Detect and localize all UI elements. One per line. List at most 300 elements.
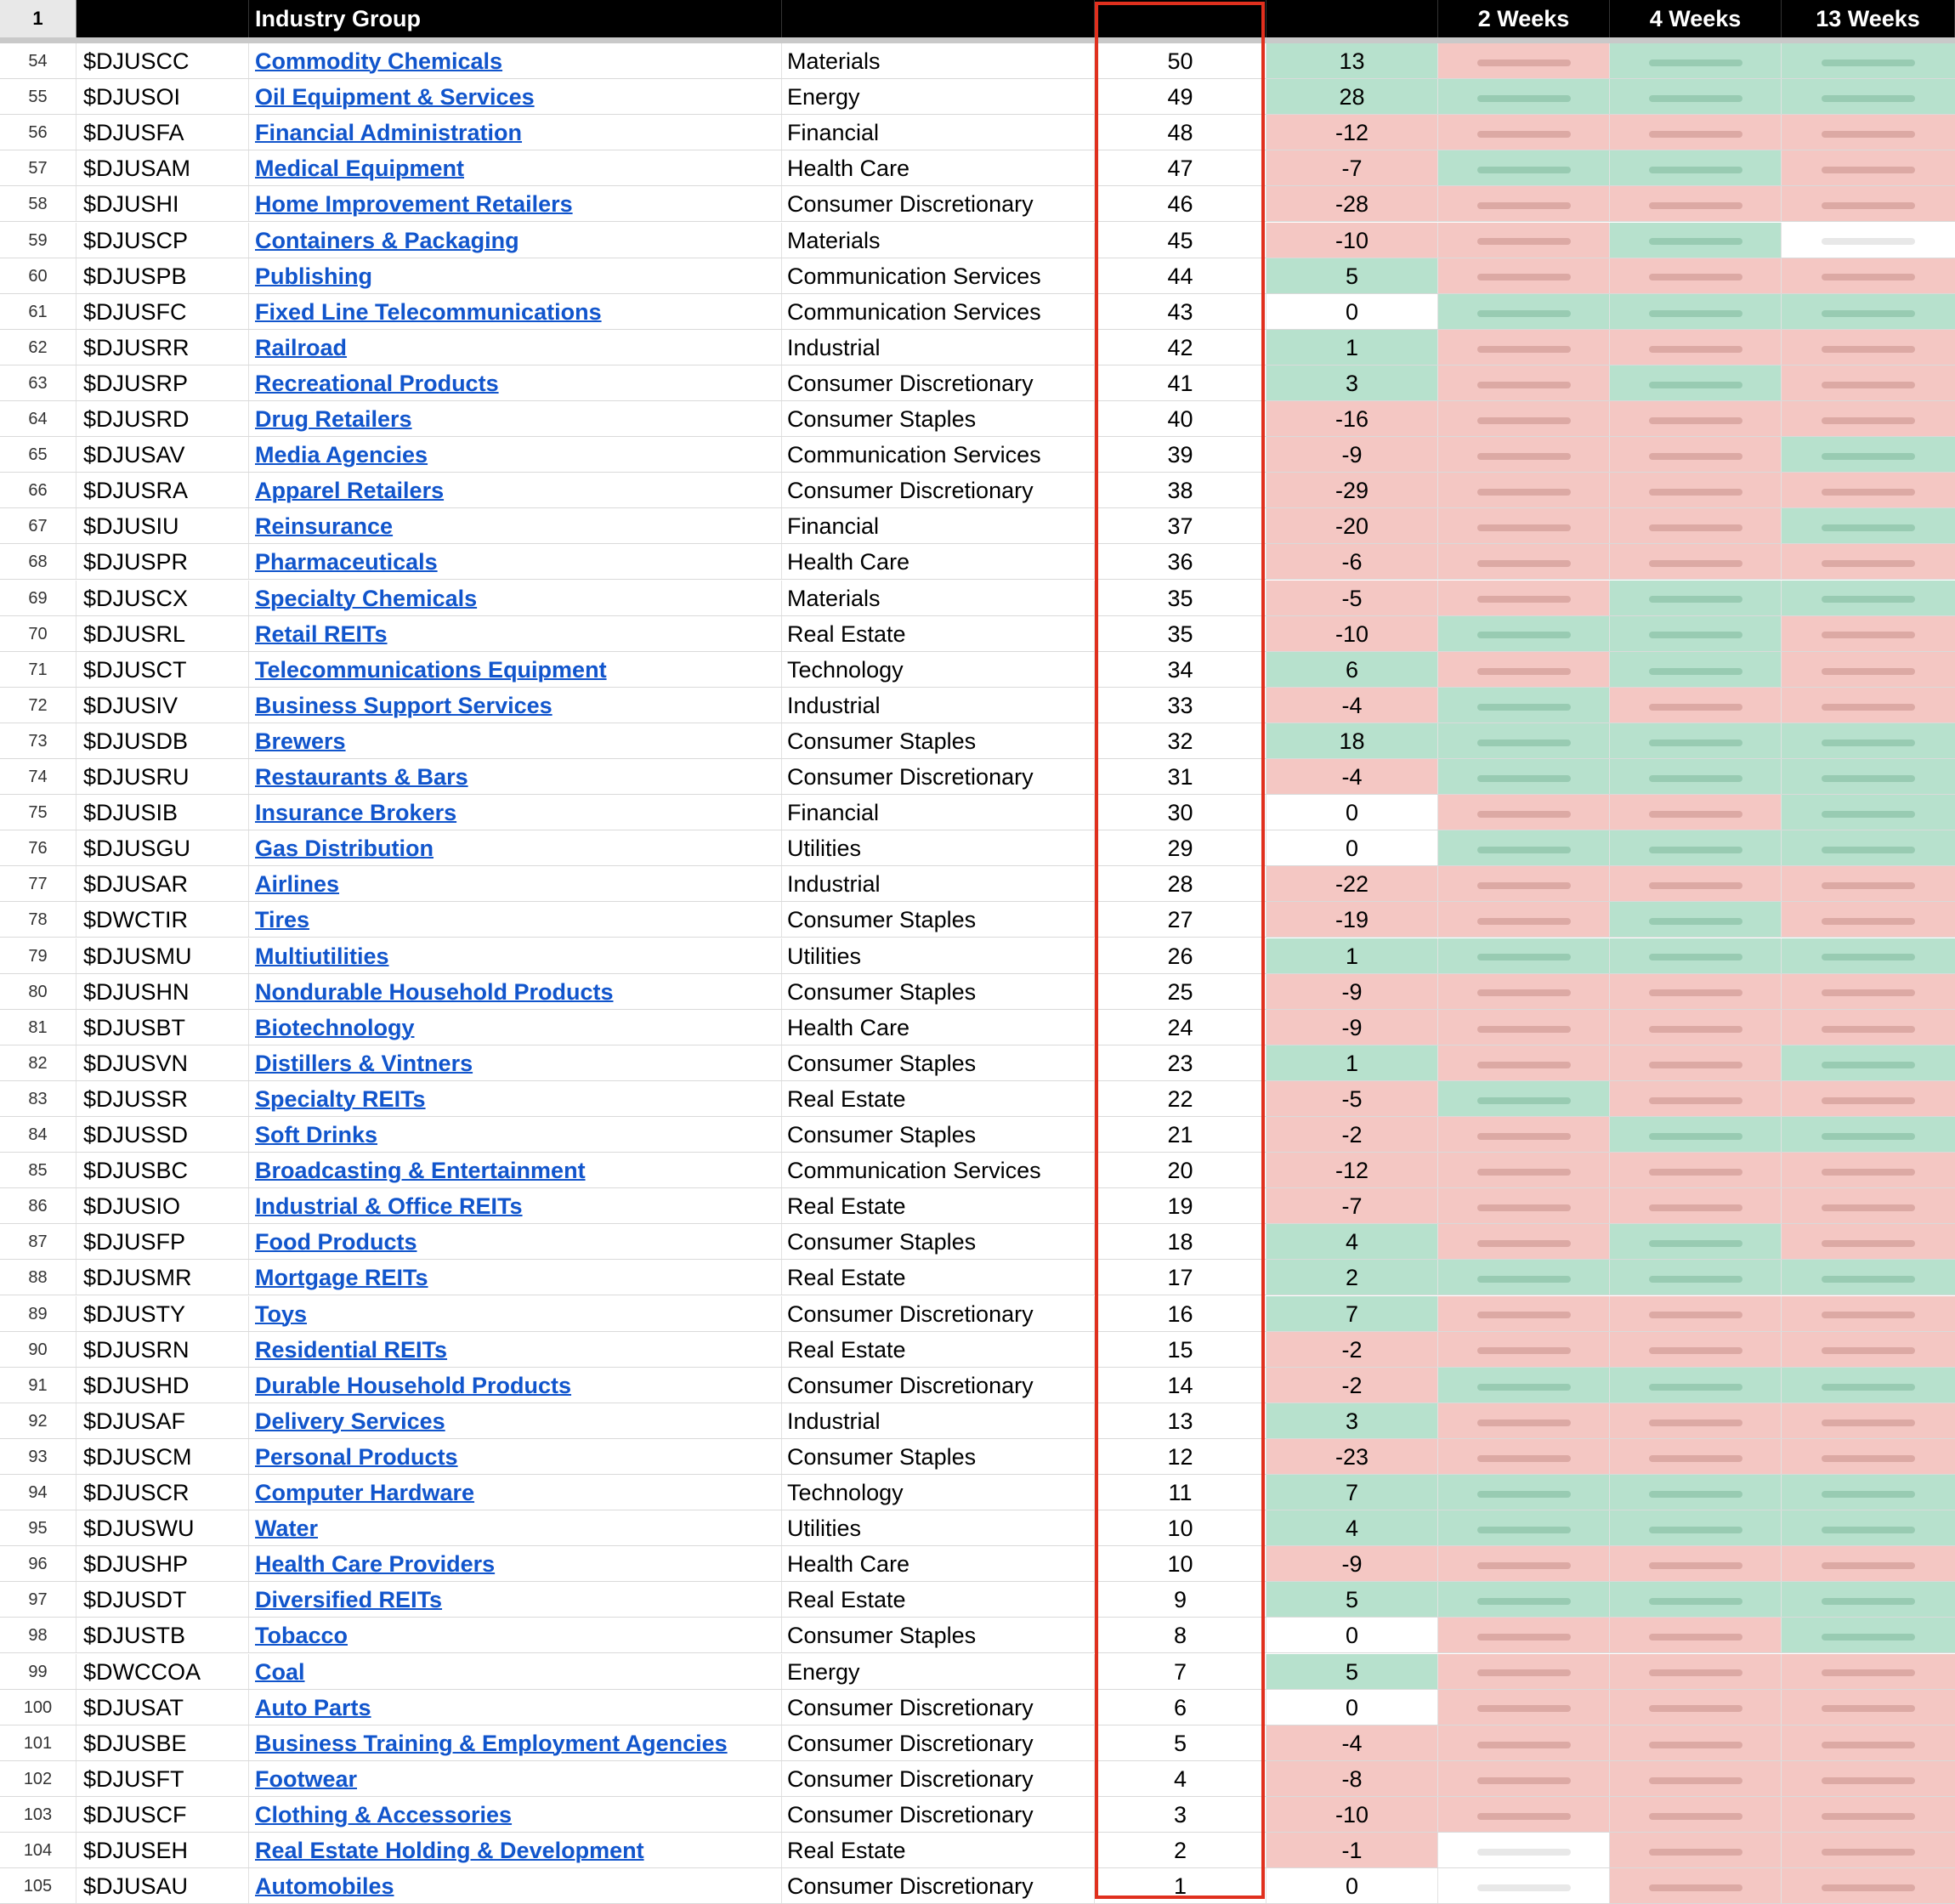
week1-change-cell[interactable]: -6 <box>1266 544 1438 579</box>
industry-group-cell[interactable] <box>249 366 782 400</box>
table-row[interactable] <box>0 150 1955 186</box>
industry-group-link[interactable]: Reinsurance <box>255 513 394 540</box>
weeks13-change-cell[interactable] <box>1782 1797 1955 1832</box>
industry-group-cell[interactable] <box>249 1224 782 1259</box>
row-number[interactable]: 79 <box>0 938 76 973</box>
week1-change-cell[interactable]: 0 <box>1266 1868 1438 1903</box>
weeks4-change-cell[interactable] <box>1610 795 1782 830</box>
week1-change-cell[interactable]: 18 <box>1266 723 1438 758</box>
industry-group-link[interactable]: Business Support Services <box>255 692 552 718</box>
weeks13-change-cell[interactable] <box>1782 1546 1955 1581</box>
sector-cell[interactable]: Consumer Discretionary <box>782 1296 1095 1331</box>
rs-score-cell[interactable]: 3 <box>1095 1797 1266 1832</box>
industry-group-cell[interactable] <box>249 508 782 543</box>
column-header-2-weeks[interactable]: 2 Weeks <box>1438 0 1610 37</box>
industry-group-link[interactable]: Biotechnology <box>255 1014 415 1040</box>
rs-score-cell[interactable]: 42 <box>1095 330 1266 365</box>
row-number[interactable]: 100 <box>0 1690 76 1725</box>
industry-group-cell[interactable] <box>249 1510 782 1545</box>
industry-group-link[interactable]: Soft Drinks <box>255 1122 378 1148</box>
weeks4-change-cell[interactable] <box>1610 401 1782 436</box>
industry-group-link[interactable]: Distillers & Vintners <box>255 1050 473 1076</box>
weeks2-change-cell[interactable] <box>1438 1797 1610 1832</box>
rs-score-cell[interactable]: 45 <box>1095 223 1266 258</box>
row-number[interactable]: 105 <box>0 1868 76 1903</box>
table-row[interactable] <box>0 616 1955 652</box>
weeks13-change-cell[interactable] <box>1782 1224 1955 1259</box>
weeks13-change-cell[interactable] <box>1782 43 1955 78</box>
weeks2-change-cell[interactable] <box>1438 1332 1610 1367</box>
weeks4-change-cell[interactable] <box>1610 186 1782 221</box>
ticker-cell[interactable]: $DJUSTB <box>76 1618 249 1652</box>
sector-cell[interactable]: Consumer Staples <box>782 1046 1095 1080</box>
ticker-cell[interactable]: $DJUSEH <box>76 1833 249 1867</box>
ticker-cell[interactable]: $DJUSDT <box>76 1582 249 1617</box>
weeks2-change-cell[interactable] <box>1438 1046 1610 1080</box>
week1-change-cell[interactable]: 3 <box>1266 366 1438 400</box>
weeks4-change-cell[interactable] <box>1610 366 1782 400</box>
sector-cell[interactable]: Health Care <box>782 544 1095 579</box>
week1-change-cell[interactable]: 5 <box>1266 1654 1438 1689</box>
table-row[interactable] <box>0 1690 1955 1726</box>
weeks13-change-cell[interactable] <box>1782 723 1955 758</box>
weeks2-change-cell[interactable] <box>1438 330 1610 365</box>
rs-score-cell[interactable]: 20 <box>1095 1153 1266 1187</box>
weeks2-change-cell[interactable] <box>1438 581 1610 615</box>
weeks4-change-cell[interactable] <box>1610 79 1782 114</box>
rs-score-cell[interactable]: 36 <box>1095 544 1266 579</box>
week1-change-cell[interactable]: -1 <box>1266 1833 1438 1867</box>
column-header-industry-group[interactable]: Industry Group <box>249 0 782 37</box>
ticker-cell[interactable]: $DJUSAV <box>76 437 249 472</box>
weeks13-change-cell[interactable] <box>1782 759 1955 794</box>
ticker-cell[interactable]: $DJUSHP <box>76 1546 249 1581</box>
industry-group-link[interactable]: Publishing <box>255 263 372 289</box>
sector-cell[interactable]: Technology <box>782 652 1095 687</box>
industry-group-cell[interactable] <box>249 1117 782 1152</box>
table-row[interactable] <box>0 652 1955 688</box>
weeks2-change-cell[interactable] <box>1438 43 1610 78</box>
week1-change-cell[interactable]: -2 <box>1266 1368 1438 1402</box>
row-number[interactable]: 101 <box>0 1726 76 1760</box>
week1-change-cell[interactable]: 5 <box>1266 1582 1438 1617</box>
weeks13-change-cell[interactable] <box>1782 223 1955 258</box>
industry-group-cell[interactable] <box>249 1296 782 1331</box>
ticker-cell[interactable]: $DJUSCP <box>76 223 249 258</box>
rs-score-cell[interactable]: 34 <box>1095 652 1266 687</box>
industry-group-link[interactable]: Automobiles <box>255 1873 394 1900</box>
industry-group-link[interactable]: Financial Administration <box>255 120 523 146</box>
industry-group-cell[interactable] <box>249 1797 782 1832</box>
weeks2-change-cell[interactable] <box>1438 1439 1610 1474</box>
week1-change-cell[interactable]: -12 <box>1266 1153 1438 1187</box>
weeks2-change-cell[interactable] <box>1438 258 1610 293</box>
industry-group-cell[interactable] <box>249 258 782 293</box>
ticker-cell[interactable]: $DJUSFA <box>76 115 249 150</box>
weeks13-change-cell[interactable] <box>1782 1582 1955 1617</box>
row-number[interactable]: 54 <box>0 43 76 78</box>
row-number[interactable]: 89 <box>0 1296 76 1331</box>
week1-change-cell[interactable]: 0 <box>1266 1690 1438 1725</box>
table-row[interactable] <box>0 1797 1955 1833</box>
table-row[interactable] <box>0 1510 1955 1546</box>
row-number[interactable]: 83 <box>0 1081 76 1116</box>
weeks4-change-cell[interactable] <box>1610 1690 1782 1725</box>
weeks4-change-cell[interactable] <box>1610 330 1782 365</box>
weeks13-change-cell[interactable] <box>1782 1260 1955 1295</box>
table-row[interactable] <box>0 866 1955 902</box>
ticker-cell[interactable]: $DJUSHD <box>76 1368 249 1402</box>
weeks13-change-cell[interactable] <box>1782 1726 1955 1760</box>
rs-score-cell[interactable]: 29 <box>1095 830 1266 865</box>
weeks4-change-cell[interactable] <box>1610 1332 1782 1367</box>
row-number[interactable]: 84 <box>0 1117 76 1152</box>
rs-score-cell[interactable]: 40 <box>1095 401 1266 436</box>
weeks13-change-cell[interactable] <box>1782 544 1955 579</box>
sector-cell[interactable]: Communication Services <box>782 294 1095 329</box>
table-row[interactable] <box>0 1582 1955 1618</box>
ticker-cell[interactable]: $DJUSRU <box>76 759 249 794</box>
weeks2-change-cell[interactable] <box>1438 473 1610 507</box>
row-number[interactable]: 78 <box>0 902 76 937</box>
weeks2-change-cell[interactable] <box>1438 1475 1610 1510</box>
weeks4-change-cell[interactable] <box>1610 1797 1782 1832</box>
week1-change-cell[interactable]: -9 <box>1266 1010 1438 1045</box>
week1-change-cell[interactable]: -16 <box>1266 401 1438 436</box>
ticker-cell[interactable]: $DJUSTY <box>76 1296 249 1331</box>
week1-change-cell[interactable]: -20 <box>1266 508 1438 543</box>
industry-group-cell[interactable] <box>249 1833 782 1867</box>
weeks4-change-cell[interactable] <box>1610 1868 1782 1903</box>
industry-group-cell[interactable] <box>249 1046 782 1080</box>
industry-group-link[interactable]: Nondurable Household Products <box>255 978 614 1005</box>
sector-cell[interactable]: Technology <box>782 1475 1095 1510</box>
industry-group-cell[interactable] <box>249 581 782 615</box>
sector-cell[interactable]: Materials <box>782 223 1095 258</box>
weeks13-change-cell[interactable] <box>1782 938 1955 973</box>
industry-group-cell[interactable] <box>249 43 782 78</box>
ticker-cell[interactable]: $DJUSAT <box>76 1690 249 1725</box>
table-row[interactable] <box>0 1439 1955 1475</box>
column-header-4-weeks[interactable]: 4 Weeks <box>1610 0 1782 37</box>
weeks13-change-cell[interactable] <box>1782 1188 1955 1223</box>
weeks4-change-cell[interactable] <box>1610 1260 1782 1295</box>
row-number[interactable]: 65 <box>0 437 76 472</box>
rs-score-cell[interactable]: 32 <box>1095 723 1266 758</box>
weeks13-change-cell[interactable] <box>1782 508 1955 543</box>
industry-group-cell[interactable] <box>249 473 782 507</box>
weeks2-change-cell[interactable] <box>1438 366 1610 400</box>
table-row[interactable] <box>0 79 1955 115</box>
weeks13-change-cell[interactable] <box>1782 902 1955 937</box>
industry-group-cell[interactable] <box>249 79 782 114</box>
table-row[interactable] <box>0 688 1955 723</box>
ticker-cell[interactable]: $DJUSMR <box>76 1260 249 1295</box>
industry-group-cell[interactable] <box>249 1475 782 1510</box>
weeks2-change-cell[interactable] <box>1438 508 1610 543</box>
row-number[interactable]: 90 <box>0 1332 76 1367</box>
table-row[interactable] <box>0 1224 1955 1260</box>
sector-cell[interactable]: Energy <box>782 79 1095 114</box>
industry-group-cell[interactable] <box>249 1726 782 1760</box>
row-number[interactable]: 81 <box>0 1010 76 1045</box>
table-row[interactable] <box>0 366 1955 401</box>
table-row[interactable] <box>0 1761 1955 1797</box>
column-header-sector[interactable]: Sector <box>782 0 1095 37</box>
ticker-cell[interactable]: $DJUSRP <box>76 366 249 400</box>
table-row[interactable] <box>0 1188 1955 1224</box>
week1-change-cell[interactable]: 1 <box>1266 938 1438 973</box>
rs-score-cell[interactable]: 38 <box>1095 473 1266 507</box>
weeks2-change-cell[interactable] <box>1438 902 1610 937</box>
rs-score-cell[interactable]: 22 <box>1095 1081 1266 1116</box>
sector-cell[interactable]: Consumer Discretionary <box>782 186 1095 221</box>
rs-score-cell[interactable]: 18 <box>1095 1224 1266 1259</box>
weeks2-change-cell[interactable] <box>1438 1117 1610 1152</box>
weeks4-change-cell[interactable] <box>1610 759 1782 794</box>
rs-score-cell[interactable]: 28 <box>1095 866 1266 901</box>
ticker-cell[interactable]: $DJUSHN <box>76 974 249 1009</box>
industry-group-cell[interactable] <box>249 1332 782 1367</box>
weeks4-change-cell[interactable] <box>1610 437 1782 472</box>
table-row[interactable] <box>0 759 1955 795</box>
weeks13-change-cell[interactable] <box>1782 115 1955 150</box>
rs-score-cell[interactable]: 12 <box>1095 1439 1266 1474</box>
weeks2-change-cell[interactable] <box>1438 830 1610 865</box>
weeks4-change-cell[interactable] <box>1610 150 1782 185</box>
weeks13-change-cell[interactable] <box>1782 473 1955 507</box>
rs-score-cell[interactable]: 24 <box>1095 1010 1266 1045</box>
weeks2-change-cell[interactable] <box>1438 866 1610 901</box>
weeks4-change-cell[interactable] <box>1610 866 1782 901</box>
row-number[interactable]: 88 <box>0 1260 76 1295</box>
ticker-cell[interactable]: $DJUSAF <box>76 1403 249 1438</box>
table-row[interactable] <box>0 723 1955 759</box>
weeks4-change-cell[interactable] <box>1610 902 1782 937</box>
industry-group-link[interactable]: Commodity Chemicals <box>255 48 503 74</box>
sector-cell[interactable]: Communication Services <box>782 258 1095 293</box>
weeks4-change-cell[interactable] <box>1610 1546 1782 1581</box>
rs-score-cell[interactable]: 1 <box>1095 1868 1266 1903</box>
industry-group-cell[interactable] <box>249 1010 782 1045</box>
sector-cell[interactable]: Consumer Staples <box>782 974 1095 1009</box>
sector-cell[interactable]: Communication Services <box>782 437 1095 472</box>
industry-group-link[interactable]: Media Agencies <box>255 442 428 468</box>
rs-score-cell[interactable]: 50 <box>1095 43 1266 78</box>
row-number[interactable]: 72 <box>0 688 76 722</box>
weeks4-change-cell[interactable] <box>1610 1010 1782 1045</box>
ticker-cell[interactable]: $DJUSAR <box>76 866 249 901</box>
weeks13-change-cell[interactable] <box>1782 581 1955 615</box>
sector-cell[interactable]: Real Estate <box>782 1081 1095 1116</box>
weeks4-change-cell[interactable] <box>1610 1117 1782 1152</box>
week1-change-cell[interactable]: -9 <box>1266 1546 1438 1581</box>
rs-score-cell[interactable]: 43 <box>1095 294 1266 329</box>
sector-cell[interactable]: Consumer Discretionary <box>782 1690 1095 1725</box>
industry-group-cell[interactable] <box>249 1081 782 1116</box>
ticker-cell[interactable]: $DJUSGU <box>76 830 249 865</box>
table-row[interactable] <box>0 1296 1955 1332</box>
ticker-cell[interactable]: $DJUSAM <box>76 150 249 185</box>
row-number[interactable]: 86 <box>0 1188 76 1223</box>
row-number[interactable]: 66 <box>0 473 76 507</box>
ticker-cell[interactable]: $DJUSRR <box>76 330 249 365</box>
row-number[interactable]: 69 <box>0 581 76 615</box>
weeks2-change-cell[interactable] <box>1438 1618 1610 1652</box>
rs-score-cell[interactable]: 39 <box>1095 437 1266 472</box>
sector-cell[interactable]: Industrial <box>782 866 1095 901</box>
rs-score-cell[interactable]: 13 <box>1095 1403 1266 1438</box>
weeks2-change-cell[interactable] <box>1438 1010 1610 1045</box>
row-number[interactable]: 96 <box>0 1546 76 1581</box>
sector-cell[interactable]: Real Estate <box>782 1332 1095 1367</box>
industry-group-link[interactable]: Health Care Providers <box>255 1551 496 1578</box>
week1-change-cell[interactable]: -10 <box>1266 1797 1438 1832</box>
rs-score-cell[interactable]: 10 <box>1095 1546 1266 1581</box>
rs-score-cell[interactable]: 46 <box>1095 186 1266 221</box>
weeks13-change-cell[interactable] <box>1782 1403 1955 1438</box>
industry-group-cell[interactable] <box>249 938 782 973</box>
week1-change-cell[interactable]: -28 <box>1266 186 1438 221</box>
table-row[interactable] <box>0 437 1955 473</box>
industry-group-cell[interactable] <box>249 652 782 687</box>
row-number[interactable]: 91 <box>0 1368 76 1402</box>
row-number[interactable]: 99 <box>0 1654 76 1689</box>
weeks13-change-cell[interactable] <box>1782 150 1955 185</box>
weeks2-change-cell[interactable] <box>1438 1368 1610 1402</box>
ticker-cell[interactable]: $DJUSCC <box>76 43 249 78</box>
sector-cell[interactable]: Health Care <box>782 150 1095 185</box>
week1-change-cell[interactable]: 6 <box>1266 652 1438 687</box>
weeks4-change-cell[interactable] <box>1610 1403 1782 1438</box>
sector-cell[interactable]: Health Care <box>782 1010 1095 1045</box>
industry-group-cell[interactable] <box>249 759 782 794</box>
week1-change-cell[interactable]: 0 <box>1266 795 1438 830</box>
sector-cell[interactable]: Industrial <box>782 688 1095 722</box>
rs-score-cell[interactable]: 8 <box>1095 1618 1266 1652</box>
ticker-cell[interactable]: $DJUSCX <box>76 581 249 615</box>
weeks13-change-cell[interactable] <box>1782 1046 1955 1080</box>
weeks13-change-cell[interactable] <box>1782 1368 1955 1402</box>
industry-group-link[interactable]: Real Estate Holding & Development <box>255 1838 644 1863</box>
weeks13-change-cell[interactable] <box>1782 1153 1955 1187</box>
weeks4-change-cell[interactable] <box>1610 1296 1782 1331</box>
industry-group-link[interactable]: Brewers <box>255 728 346 754</box>
row-number[interactable]: 57 <box>0 150 76 185</box>
ticker-cell[interactable]: $DJUSIB <box>76 795 249 830</box>
sector-cell[interactable]: Consumer Staples <box>782 1224 1095 1259</box>
row-number-header[interactable]: 1 <box>0 0 76 37</box>
industry-group-cell[interactable] <box>249 186 782 221</box>
weeks4-change-cell[interactable] <box>1610 688 1782 722</box>
weeks4-change-cell[interactable] <box>1610 115 1782 150</box>
rs-score-cell[interactable]: 21 <box>1095 1117 1266 1152</box>
sector-cell[interactable]: Consumer Staples <box>782 1439 1095 1474</box>
rs-score-cell[interactable]: 41 <box>1095 366 1266 400</box>
weeks13-change-cell[interactable] <box>1782 1833 1955 1867</box>
industry-group-link[interactable]: Business Training & Employment Agencies <box>255 1730 728 1756</box>
rs-score-cell[interactable]: 47 <box>1095 150 1266 185</box>
ticker-cell[interactable]: $DJUSWU <box>76 1510 249 1545</box>
sector-cell[interactable]: Utilities <box>782 830 1095 865</box>
rs-score-cell[interactable]: 6 <box>1095 1690 1266 1725</box>
table-row[interactable] <box>0 508 1955 544</box>
industry-group-link[interactable]: Footwear <box>255 1765 358 1792</box>
rs-score-cell[interactable]: 33 <box>1095 688 1266 722</box>
ticker-cell[interactable]: $DJUSCT <box>76 652 249 687</box>
industry-group-cell[interactable] <box>249 1260 782 1295</box>
row-number[interactable]: 98 <box>0 1618 76 1652</box>
industry-group-cell[interactable] <box>249 1868 782 1903</box>
week1-change-cell[interactable]: -7 <box>1266 1188 1438 1223</box>
rs-score-cell[interactable]: 19 <box>1095 1188 1266 1223</box>
sector-cell[interactable]: Real Estate <box>782 1833 1095 1867</box>
weeks2-change-cell[interactable] <box>1438 150 1610 185</box>
industry-group-cell[interactable] <box>249 115 782 150</box>
table-row[interactable] <box>0 43 1955 79</box>
weeks13-change-cell[interactable] <box>1782 830 1955 865</box>
weeks4-change-cell[interactable] <box>1610 1188 1782 1223</box>
sector-cell[interactable]: Utilities <box>782 1510 1095 1545</box>
weeks4-change-cell[interactable] <box>1610 1510 1782 1545</box>
weeks4-change-cell[interactable] <box>1610 1582 1782 1617</box>
weeks4-change-cell[interactable] <box>1610 1081 1782 1116</box>
industry-group-cell[interactable] <box>249 150 782 185</box>
weeks13-change-cell[interactable] <box>1782 795 1955 830</box>
industry-group-link[interactable]: Auto Parts <box>255 1694 371 1720</box>
sector-cell[interactable]: Consumer Discretionary <box>782 473 1095 507</box>
table-row[interactable] <box>0 938 1955 974</box>
weeks2-change-cell[interactable] <box>1438 437 1610 472</box>
industry-group-link[interactable]: Recreational Products <box>255 370 499 396</box>
row-number[interactable]: 87 <box>0 1224 76 1259</box>
industry-group-link[interactable]: Specialty Chemicals <box>255 585 478 611</box>
weeks13-change-cell[interactable] <box>1782 1510 1955 1545</box>
weeks4-change-cell[interactable] <box>1610 544 1782 579</box>
weeks13-change-cell[interactable] <box>1782 1117 1955 1152</box>
sector-cell[interactable]: Energy <box>782 1654 1095 1689</box>
table-row[interactable] <box>0 1618 1955 1653</box>
ticker-cell[interactable]: $DWCCOA <box>76 1654 249 1689</box>
industry-group-cell[interactable] <box>249 688 782 722</box>
weeks2-change-cell[interactable] <box>1438 1833 1610 1867</box>
table-row[interactable] <box>0 1046 1955 1081</box>
weeks2-change-cell[interactable] <box>1438 79 1610 114</box>
industry-group-link[interactable]: Retail REITs <box>255 620 388 647</box>
rs-score-cell[interactable]: 11 <box>1095 1475 1266 1510</box>
rs-score-cell[interactable]: 49 <box>1095 79 1266 114</box>
industry-group-cell[interactable] <box>249 1654 782 1689</box>
week1-change-cell[interactable]: -5 <box>1266 1081 1438 1116</box>
weeks2-change-cell[interactable] <box>1438 1081 1610 1116</box>
rs-score-cell[interactable]: 10 <box>1095 1510 1266 1545</box>
weeks4-change-cell[interactable] <box>1610 1761 1782 1796</box>
table-row[interactable] <box>0 1153 1955 1188</box>
ticker-cell[interactable]: $DJUSCM <box>76 1439 249 1474</box>
ticker-cell[interactable]: $DJUSCR <box>76 1475 249 1510</box>
week1-change-cell[interactable]: 4 <box>1266 1224 1438 1259</box>
weeks13-change-cell[interactable] <box>1782 974 1955 1009</box>
weeks13-change-cell[interactable] <box>1782 294 1955 329</box>
frozen-row-divider[interactable] <box>0 37 1955 43</box>
row-number[interactable]: 62 <box>0 330 76 365</box>
industry-group-cell[interactable] <box>249 830 782 865</box>
table-row[interactable] <box>0 1332 1955 1368</box>
weeks13-change-cell[interactable] <box>1782 1690 1955 1725</box>
weeks13-change-cell[interactable] <box>1782 1081 1955 1116</box>
table-row[interactable] <box>0 1403 1955 1439</box>
sector-cell[interactable]: Industrial <box>782 330 1095 365</box>
